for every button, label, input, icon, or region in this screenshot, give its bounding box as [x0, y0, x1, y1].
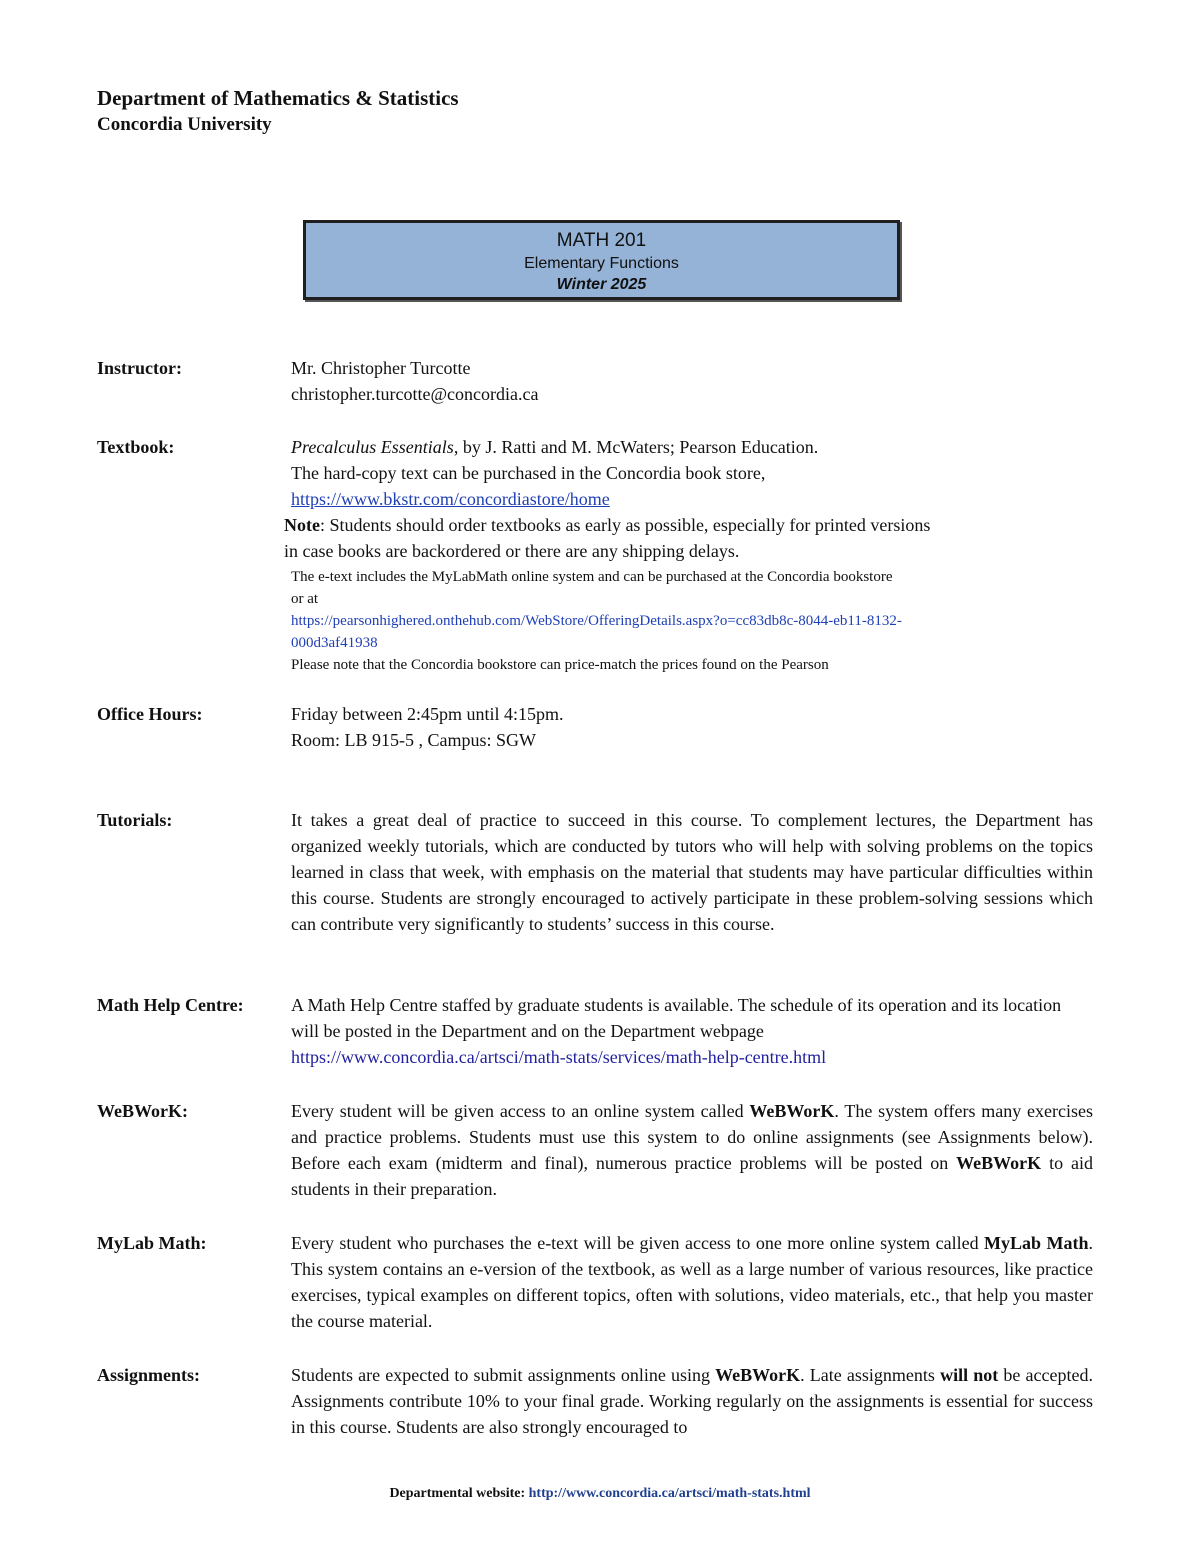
instructor-label: Instructor: [97, 358, 182, 378]
footer-website-link[interactable]: http://www.concordia.ca/artsci/math-stats.html [528, 1486, 811, 1501]
webwork-text [291, 1098, 1093, 1202]
webwork-text-1: Every student will be given access to an online system called [291, 1101, 750, 1121]
tutorials-text: It takes a great deal of practice to succeed in this course. To complement lectures, the Department has organized weekly tutorials, which are conducted by tutors who will help with solving problems on the topics learned in class that week, with emphasis on the material that students may have particular difficulties within this course. Students are strongly encouraged to actively participate in these problem-solving sessions which can contribute very significantly to students’ success in this course. [291, 810, 1093, 934]
instructor-email[interactable]: christopher.turcotte@concordia.ca [291, 384, 539, 404]
course-title-box [303, 220, 900, 300]
webwork-bold-1: WeBWorK [749, 1101, 835, 1121]
assignments-label: Assignments: [97, 1365, 201, 1385]
office-hours-room: Room: LB 915-5 , Campus: SGW [291, 730, 537, 750]
etext-or-at: or at [291, 591, 319, 607]
textbook-hardcopy: The hard-copy text can be purchased in the Concordia book store, [291, 463, 766, 483]
note-text-2: in case books are backordered or there are any shipping delays. [284, 541, 740, 561]
webwork-text-3: to aid students in their preparation. [291, 1153, 1093, 1199]
office-hours-block [291, 701, 1093, 753]
note-label: Note [284, 515, 320, 535]
page-footer [0, 1486, 1200, 1502]
mylab-text-1: Every student who purchases the e-text will be given access to one more online system called [291, 1233, 985, 1253]
textbook-block [291, 434, 1093, 512]
instructor-block [291, 355, 1093, 407]
webwork-label: WeBWorK: [97, 1101, 188, 1121]
webwork-bold-2: WeBWorK [956, 1153, 1042, 1173]
textbook-note [284, 512, 1094, 564]
footer-label: Departmental website: [389, 1486, 529, 1501]
assignments-text-2: . Late assignments [800, 1365, 941, 1385]
university-name: Concordia University [97, 114, 272, 135]
assignments-bold-1: WeBWorK [715, 1365, 801, 1385]
mylab-bold-1: MyLab Math [984, 1233, 1089, 1253]
department-title: Department of Mathematics & Statistics [97, 86, 459, 110]
pearson-link[interactable]: https://pearsonhighered.onthehub.com/WebStore/OfferingDetails.aspx?o=cc83db8c-8044-eb11-8132- [291, 613, 902, 629]
webwork-text-2: . The system offers many exercises and practice problems. Students must use this system to do online assignments (see Assignments below). Before each exam (midterm and final), numerous practice problems will be posted on [291, 1101, 1094, 1173]
etext-info: The e-text includes the MyLabMath online system and can be purchased at the Concordia bookstore [291, 569, 893, 585]
textbook-citation [291, 434, 1093, 460]
course-term: Winter 2025 [556, 276, 647, 293]
office-hours-label: Office Hours: [97, 704, 203, 724]
assignments-text [291, 1362, 1093, 1440]
assignments-text-1: Students are expected to submit assignments online using [291, 1365, 716, 1385]
bookstore-link[interactable]: https://www.bkstr.com/concordiastore/home [291, 489, 610, 509]
note-text: : Students should order textbooks as early as possible, especially for printed versions [319, 515, 931, 535]
textbook-authors: , by J. Ratti and M. McWaters; Pearson Education. [453, 437, 819, 457]
textbook-title: Precalculus Essentials [291, 437, 454, 457]
assignments-text-3: be accepted. Assignments contribute 10% to your final grade. Working regularly on the assignments is essential for success in this course. Students are also strongly encouraged to [291, 1365, 1094, 1437]
assignments-bold-2: will not [940, 1365, 999, 1385]
math-help-text: A Math Help Centre staffed by graduate students is available. The schedule of its operation and its location will be posted in the Department and on the Department webpage [291, 995, 1062, 1041]
etext-block [291, 566, 1093, 676]
math-help-link[interactable]: https://www.concordia.ca/artsci/math-stats/services/math-help-centre.html [291, 1047, 827, 1067]
mylab-label: MyLab Math: [97, 1233, 207, 1253]
textbook-label: Textbook: [97, 437, 175, 457]
course-code: MATH 201 [556, 230, 647, 251]
mylab-text [291, 1230, 1093, 1334]
math-help-block [291, 992, 1093, 1070]
math-help-label: Math Help Centre: [97, 995, 244, 1015]
course-name: Elementary Functions [524, 255, 679, 272]
instructor-name: Mr. Christopher Turcotte [291, 358, 471, 378]
pearson-link-cont[interactable]: 000d3af41938 [291, 635, 378, 651]
mylab-text-2: . This system contains an e-version of the textbook, as well as a large number of various resources, like practice exercises, typical examples on different topics, often with solutions, video materials, etc., that help you master the course material. [291, 1233, 1093, 1331]
price-match-note: Please note that the Concordia bookstore can price-match the prices found on the Pearson [291, 657, 829, 673]
office-hours-time: Friday between 2:45pm until 4:15pm. [291, 704, 564, 724]
tutorials-label: Tutorials: [97, 810, 173, 830]
